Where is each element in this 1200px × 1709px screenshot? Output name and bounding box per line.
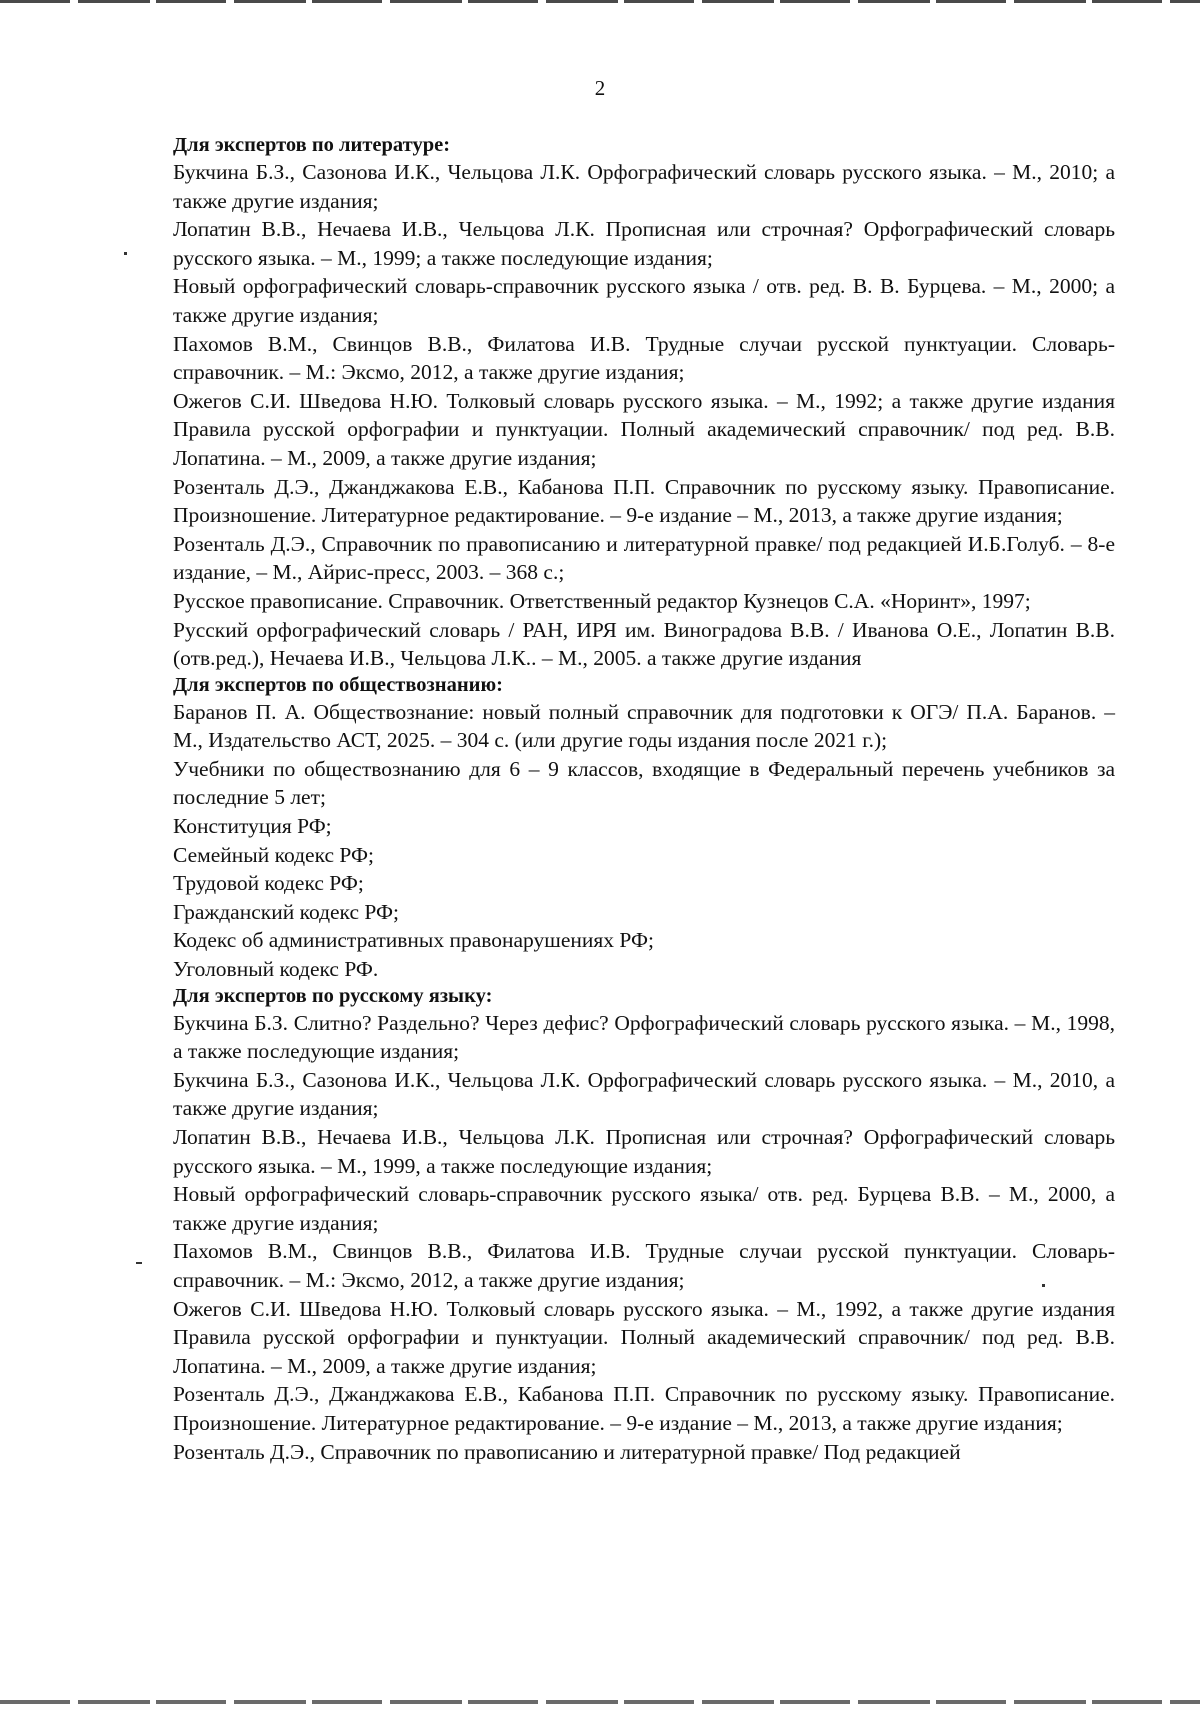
list-item: Гражданский кодекс РФ; (173, 899, 399, 924)
list-item: Русское правописание. Справочник. Ответственный редактор Кузнецов С.А. «Норинт», 1997; (173, 588, 1031, 613)
list-item: Пахомов В.М., Свинцов В.В., Филатова И.В. Трудные случаи русской пунктуации. Словарь-справочник. – М.: Эксмо, 2012, а также другие издания; (173, 1239, 1115, 1292)
scan-speck (124, 252, 127, 255)
list-item: Розенталь Д.Э., Джанджакова Е.В., Кабанова П.П. Справочник по русскому языку. Правописание. Произношение. Литературное редактирование. – 9-е издание – М., 2013, а также другие издания; (173, 1382, 1115, 1435)
section-heading: Для экспертов по обществознанию: (173, 673, 503, 696)
list-item: Розенталь Д.Э., Справочник по правописанию и литературной правке/ под редакцией И.Б.Голуб. – 8-е издание, – М., Айрис-пресс, 2003. – 368 с.; (173, 531, 1115, 585)
list-item: Букчина Б.З., Сазонова И.К., Чельцова Л.К. Орфографический словарь русского языка. – М., 2010; а также другие издания; (173, 160, 1115, 213)
section-social-studies (173, 673, 1115, 984)
list-item: Ожегов С.И. Шведова Н.Ю. Толковый словарь русского языка. – М., 1992; а также другие издания Правила русской орфографии и пунктуации. Полный академический справочник/ под ред. В.В. Лопатина. – М., 2009, а также другие издания; (173, 388, 1115, 470)
list-item: Букчина Б.З. Слитно? Раздельно? Через дефис? Орфографический словарь русского языка. – М., 1998, а также последующие издания; (173, 1010, 1115, 1064)
scan-top-edge (0, 0, 1200, 3)
list-item: Русский орфографический словарь / РАН, ИРЯ им. Виноградова В.В. / Иванова О.Е., Лопатин В.В. (отв.ред.), Нечаева И.В., Чельцова Л.К.. – М., 2005. а также другие издания (173, 617, 1115, 671)
scan-speck (136, 1262, 142, 1264)
reference-list (173, 133, 1115, 1466)
list-item: Новый орфографический словарь-справочник русского языка/ отв. ред. Бурцева В.В. – М., 2000, а также другие издания; (173, 1182, 1115, 1235)
list-item: Трудовой кодекс РФ; (173, 871, 364, 896)
list-item: Лопатин В.В., Нечаева И.В., Чельцова Л.К. Прописная или строчная? Орфографический словарь русского языка. – М., 1999, а также последующие издания; (173, 1125, 1115, 1178)
list-item: Букчина Б.З., Сазонова И.К., Чельцова Л.К. Орфографический словарь русского языка. – М., 2010, а также другие издания; (173, 1067, 1115, 1121)
list-item: Конституция РФ; (173, 814, 332, 839)
list-item: Новый орфографический словарь-справочник русского языка / отв. ред. В. В. Бурцева. – М., 2000; а также другие издания; (173, 274, 1115, 327)
list-item: Лопатин В.В., Нечаева И.В., Чельцова Л.К. Прописная или строчная? Орфографический словарь русского языка. – М., 1999; а также последующие издания; (173, 217, 1115, 270)
list-item: Учебники по обществознанию для 6 – 9 классов, входящие в Федеральный перечень учебников за последние 5 лет; (173, 756, 1115, 810)
list-item: Уголовный кодекс РФ. (173, 957, 379, 982)
list-item: Кодекс об административных правонарушениях РФ; (173, 928, 654, 953)
list-item: Ожегов С.И. Шведова Н.Ю. Толковый словарь русского языка. – М., 1992, а также другие издания Правила русской орфографии и пунктуации. Полный академический справочник/ под ред. В.В. Лопатина. – М., 2009, а также другие издания; (173, 1296, 1115, 1378)
list-item: Розенталь Д.Э., Джанджакова Е.В., Кабанова П.П. Справочник по русскому языку. Правописание. Произношение. Литературное редактирование. – 9-е издание – М., 2013, а также другие издания; (173, 474, 1115, 528)
section-heading: Для экспертов по литературе: (173, 134, 451, 156)
section-heading: Для экспертов по русскому языку: (173, 984, 493, 1007)
section-russian-language (173, 984, 1115, 1467)
list-item: Баранов П. А. Обществознание: новый полный справочник для подготовки к ОГЭ/ П.А. Баранов. – М., Издательство АСТ, 2025. – 304 с. (или другие годы издания после 2021 г.); (173, 699, 1115, 753)
list-item: Семейный кодекс РФ; (173, 842, 374, 867)
page-number: 2 (594, 76, 606, 100)
list-item: Пахомов В.М., Свинцов В.В., Филатова И.В. Трудные случаи русской пунктуации. Словарь-справочник. – М.: Эксмо, 2012, а также другие издания; (173, 331, 1115, 385)
section-literature (173, 133, 1115, 673)
scan-bottom-edge (0, 1700, 1200, 1704)
list-item: Розенталь Д.Э., Справочник по правописанию и литературной правке/ Под редакцией (173, 1439, 961, 1464)
